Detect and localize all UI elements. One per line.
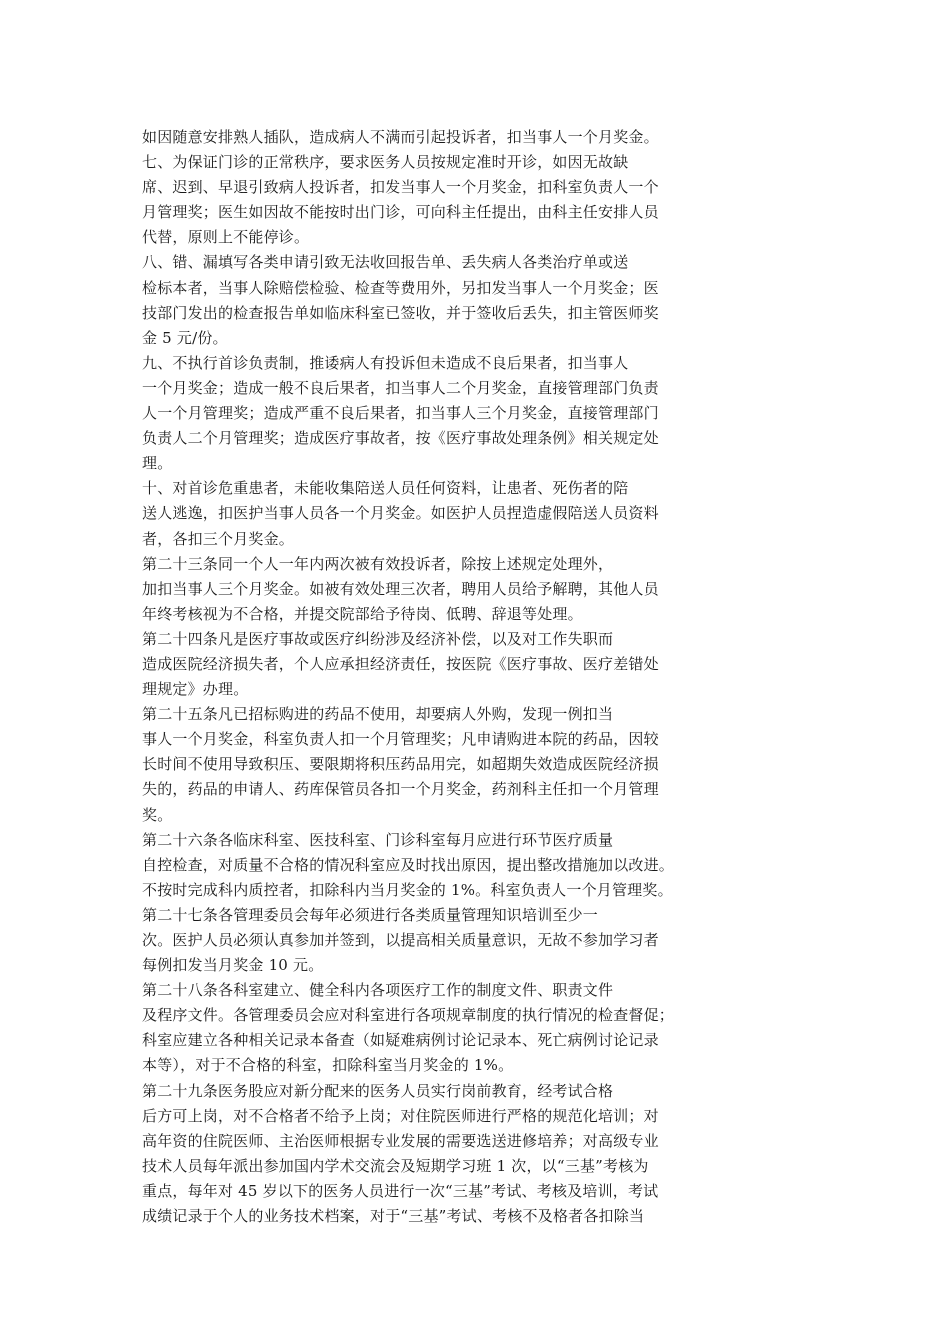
text-line: 第二十九条医务股应对新分配来的医务人员实行岗前教育，经考试合格 [142, 1081, 614, 1100]
text-line: 一个月奖金；造成一般不良后果者，扣当事人二个月奖金，直接管理部门负责 [142, 378, 659, 397]
text-line: 及程序文件。各管理委员会应对科室进行各项规章制度的执行情况的检查督促； [142, 1006, 675, 1025]
text-line: 第二十五条凡已招标购进的药品不使用，却要病人外购，发现一例扣当 [142, 705, 614, 724]
text-line: 长时间不使用导致积压、要限期将积压药品用完，如超期失效造成医院经济损 [142, 755, 659, 774]
document-body [142, 125, 822, 1229]
text-line: 第二十三条同一个人一年内两次被有效投诉者，除按上述规定处理外， [142, 554, 614, 573]
text-line: 七、为保证门诊的正常秩序，要求医务人员按规定准时开诊，如因无故缺 [142, 153, 629, 172]
text-line: 第二十八条各科室建立、健全科内各项医疗工作的制度文件、职责文件 [142, 981, 614, 1000]
text-line: 重点，每年对 45 岁以下的医务人员进行一次“三基”考试、考核及培训，考试 [142, 1181, 659, 1200]
text-line: 后方可上岗，对不合格者不给予上岗；对住院医师进行严格的规范化培训；对 [142, 1106, 659, 1125]
text-line: 技部门发出的检查报告单如临床科室已签收，并于签收后丢失，扣主管医师奖 [142, 303, 659, 322]
text-line: 次。医护人员必须认真参加并签到，以提高相关质量意识，无故不参加学习者 [142, 931, 659, 949]
text-line: 成绩记录于个人的业务技术档案，对于“三基”考试、考核不及格者各扣除当 [142, 1207, 645, 1226]
text-line: 加扣当事人三个月奖金。如被有效处理三次者，聘用人员给予解聘，其他人员 [142, 579, 659, 598]
text-line: 技术人员每年派出参加国内学术交流会及短期学习班 1 次，以“三基”考核为 [142, 1156, 649, 1175]
text-line: 金 5 元/份。 [142, 328, 228, 347]
text-line: 失的，药品的申请人、药库保管员各扣一个月奖金，药剂科主任扣一个月管理 [142, 780, 659, 799]
text-line: 造成医院经济损失者，个人应承担经济责任，按医院《医疗事故、医疗差错处 [142, 654, 659, 673]
text-line: 奖。 [142, 805, 173, 824]
text-line: 人一个月管理奖；造成严重不良后果者，扣当事人三个月奖金，直接管理部门 [142, 404, 659, 423]
text-line: 第二十六条各临床科室、医技科室、门诊科室每月应进行环节医疗质量 [142, 830, 614, 849]
text-line: 自控检查，对质量不合格的情况科室应及时找出原因，提出整改措施加以改进。 [142, 855, 675, 874]
text-line: 事人一个月奖金，科室负责人扣一个月管理奖；凡申请购进本院的药品，因较 [142, 730, 659, 749]
text-line: 年终考核视为不合格，并提交院部给予待岗、低聘、辞退等处理。 [142, 604, 583, 623]
text-line: 月管理奖；医生如因故不能按时出门诊，可向科主任提出，由科主任安排人员 [142, 203, 659, 222]
text-line: 代替，原则上不能停诊。 [142, 228, 310, 247]
text-line: 送人逃逸，扣医护当事人员各一个月奖金。如医护人员捏造虚假陪送人员资料 [142, 504, 659, 523]
text-line: 八、错、漏填写各类申请引致无法收回报告单、丢失病人各类治疗单或送 [142, 253, 629, 272]
text-line: 者，各扣三个月奖金。 [142, 529, 295, 548]
text-line: 科室应建立各种相关记录本备查（如疑难病例讨论记录本、死亡病例讨论记录 [142, 1031, 659, 1050]
text-line: 席、迟到、早退引致病人投诉者，扣发当事人一个月奖金，扣科室负责人一个 [142, 178, 659, 197]
text-line: 第二十四条凡是医疗事故或医疗纠纷涉及经济补偿，以及对工作失职而 [142, 629, 614, 648]
text-line: 第二十七条各管理委员会每年必须进行各类质量管理知识培训至少一 [142, 905, 599, 924]
text-line: 高年资的住院医师、主治医师根据专业发展的需要选送进修培养；对高级专业 [142, 1131, 659, 1150]
text-line: 检标本者，当事人除赔偿检验、检查等费用外，另扣发当事人一个月奖金；医 [142, 278, 659, 297]
text-line: 如因随意安排熟人插队，造成病人不满而引起投诉者，扣当事人一个月奖金。 [142, 128, 659, 146]
text-line: 本等），对于不合格的科室，扣除科室当月奖金的 1%。 [142, 1056, 514, 1075]
text-line: 十、对首诊危重患者，未能收集陪送人员任何资料，让患者、死伤者的陪 [142, 479, 629, 498]
text-line: 九、不执行首诊负责制，推诿病人有投诉但未造成不良后果者，扣当事人 [142, 353, 629, 372]
text-line: 不按时完成科内质控者，扣除科内当月奖金的 1%。科室负责人一个月管理奖。 [142, 880, 673, 899]
text-line: 每例扣发当月奖金 10 元。 [142, 956, 324, 975]
text-line: 理。 [142, 454, 173, 473]
text-line: 理规定》办理。 [142, 680, 249, 699]
text-line: 负责人二个月管理奖；造成医疗事故者，按《医疗事故处理条例》相关规定处 [142, 429, 659, 448]
